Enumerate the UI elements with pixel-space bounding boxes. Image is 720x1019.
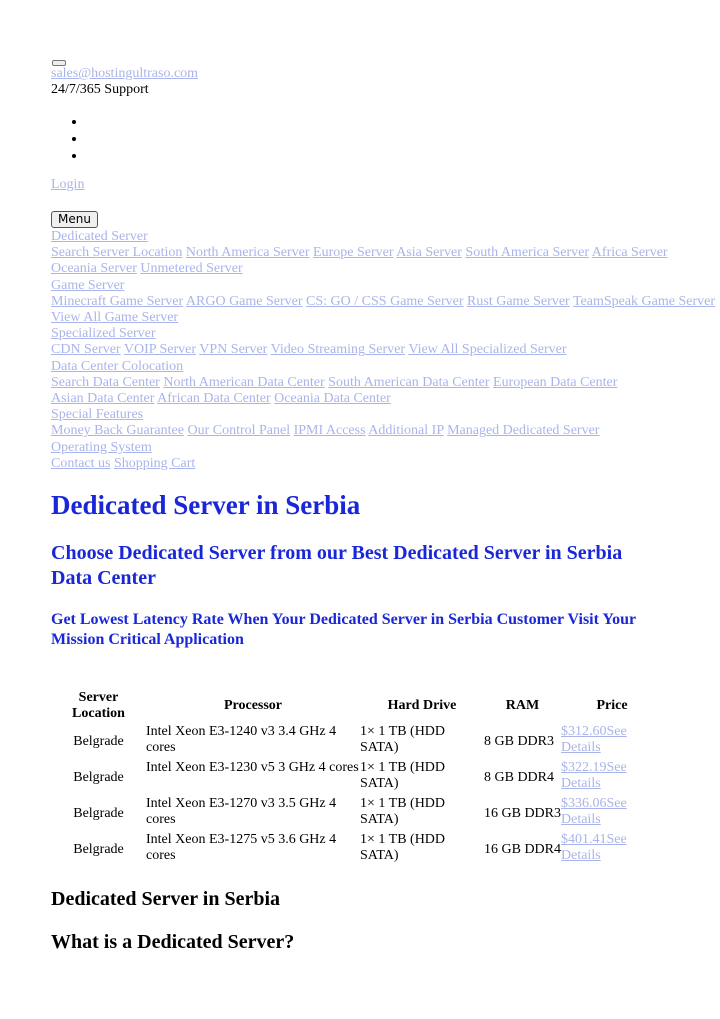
nav-csgo-server[interactable]: CS: GO / CSS Game Server (306, 293, 464, 309)
nav-asia-server[interactable]: Asia Server (396, 245, 462, 261)
cell-location: Belgrade (73, 842, 124, 857)
nav-argo-server[interactable]: ARGO Game Server (185, 293, 303, 309)
nav-south-america-server[interactable]: South America Server (465, 245, 590, 261)
nav-unmetered-server[interactable]: Unmetered Server (140, 261, 243, 277)
price-link[interactable]: $401.41See Details (561, 832, 627, 863)
nav-oceania-server[interactable]: Oceania Server (51, 261, 137, 277)
cell-ram: 16 GB DDR4 (484, 842, 562, 857)
nav-rust-server[interactable]: Rust Game Server (467, 293, 570, 309)
server-pricing-table (51, 688, 663, 868)
header-ram: RAM (505, 698, 540, 713)
email-link[interactable]: sales@hostingultraso.com (51, 66, 199, 81)
price-link[interactable]: $322.19See Details (561, 760, 627, 791)
header-price: Price (596, 698, 628, 713)
cell-processor: Intel Xeon E3-1270 v3 3.5 GHz 4 cores (146, 796, 337, 827)
nav-search-server-location[interactable]: Search Server Location (51, 245, 183, 261)
cell-price (561, 796, 663, 832)
cell-drive: 1× 1 TB (HDD SATA) (360, 796, 446, 827)
nav-data-center-colocation[interactable]: Data Center Colocation (51, 358, 184, 374)
cell-price (561, 832, 663, 868)
nav-special-features[interactable]: Special Features (51, 407, 144, 423)
nav-video-streaming-server[interactable]: Video Streaming Server (270, 342, 406, 358)
page-title: Dedicated Server in Serbia (51, 490, 361, 520)
nav-view-all-game-server[interactable]: View All Game Server (51, 310, 179, 326)
page-tagline: Get Lowest Latency Rate When Your Dedicated Server in Serbia Customer Visit Your Mission Critical Application (51, 611, 636, 648)
table-row (51, 832, 663, 868)
table-row (51, 796, 663, 832)
nav-europe-server[interactable]: Europe Server (313, 245, 394, 261)
main-nav (51, 229, 716, 472)
cell-ram: 8 GB DDR3 (484, 734, 555, 749)
nav-specialized-server[interactable]: Specialized Server (51, 326, 156, 342)
nav-game-server[interactable]: Game Server (51, 277, 125, 293)
nav-managed-dedicated[interactable]: Managed Dedicated Server (447, 423, 600, 439)
nav-asian-dc[interactable]: Asian Data Center (51, 391, 155, 407)
nav-minecraft-server[interactable]: Minecraft Game Server (51, 293, 184, 309)
support-text: 24/7/365 Support (51, 82, 149, 97)
nav-money-back[interactable]: Money Back Guarantee (51, 423, 184, 439)
nav-south-american-dc[interactable]: South American Data Center (328, 374, 490, 390)
nav-additional-ip[interactable]: Additional IP (368, 423, 444, 439)
nav-contact-us[interactable]: Contact us (51, 455, 111, 471)
login-link[interactable]: Login (51, 177, 85, 192)
price-link[interactable]: $312.60See Details (561, 724, 627, 755)
cell-price (561, 760, 663, 796)
nav-view-all-specialized[interactable]: View All Specialized Server (408, 342, 567, 358)
cell-drive: 1× 1 TB (HDD SATA) (360, 760, 446, 791)
nav-teamspeak-server[interactable]: TeamSpeak Game Server (572, 293, 716, 309)
section-heading-serbia: Dedicated Server in Serbia (51, 888, 281, 910)
nav-vpn-server[interactable]: VPN Server (199, 342, 268, 358)
nav-control-panel[interactable]: Our Control Panel (187, 423, 291, 439)
cell-location: Belgrade (73, 806, 124, 821)
nav-cdn-server[interactable]: CDN Server (51, 342, 121, 358)
header-processor: Processor (223, 698, 283, 713)
cell-location: Belgrade (73, 734, 124, 749)
cell-price (561, 724, 663, 760)
menu-button[interactable]: Menu (51, 211, 98, 228)
nav-africa-server[interactable]: Africa Server (591, 245, 668, 261)
price-link[interactable]: $336.06See Details (561, 796, 627, 827)
nav-shopping-cart[interactable]: Shopping Cart (114, 455, 196, 471)
nav-operating-system[interactable]: Operating System (51, 439, 152, 455)
nav-voip-server[interactable]: VOIP Server (123, 342, 197, 358)
cell-drive: 1× 1 TB (HDD SATA) (360, 724, 446, 755)
page-subtitle: Choose Dedicated Server from our Best Dedicated Server in Serbia Data Center (51, 542, 623, 589)
nav-african-dc[interactable]: African Data Center (157, 391, 271, 407)
nav-north-american-dc[interactable]: North American Data Center (163, 374, 325, 390)
cell-drive: 1× 1 TB (HDD SATA) (360, 832, 446, 863)
cell-processor: Intel Xeon E3-1230 v5 3 GHz 4 cores (146, 760, 359, 775)
table-row (51, 724, 663, 760)
header-location: Server Location (72, 690, 125, 721)
header-hard-drive: Hard Drive (387, 698, 457, 713)
table-row (51, 760, 663, 796)
cell-processor: Intel Xeon E3-1240 v3 3.4 GHz 4 cores (146, 724, 337, 755)
cell-ram: 8 GB DDR4 (484, 770, 555, 785)
cell-processor: Intel Xeon E3-1275 v5 3.6 GHz 4 cores (146, 832, 337, 863)
nav-oceania-dc[interactable]: Oceania Data Center (274, 391, 391, 407)
cell-ram: 16 GB DDR3 (484, 806, 562, 821)
nav-ipmi-access[interactable]: IPMI Access (293, 423, 366, 439)
nav-european-dc[interactable]: European Data Center (493, 374, 618, 390)
nav-search-data-center[interactable]: Search Data Center (51, 374, 160, 390)
nav-dedicated-server[interactable]: Dedicated Server (51, 229, 148, 244)
section-heading-what-is: What is a Dedicated Server? (51, 931, 295, 953)
cell-location: Belgrade (73, 770, 124, 785)
nav-north-america-server[interactable]: North America Server (185, 245, 310, 261)
